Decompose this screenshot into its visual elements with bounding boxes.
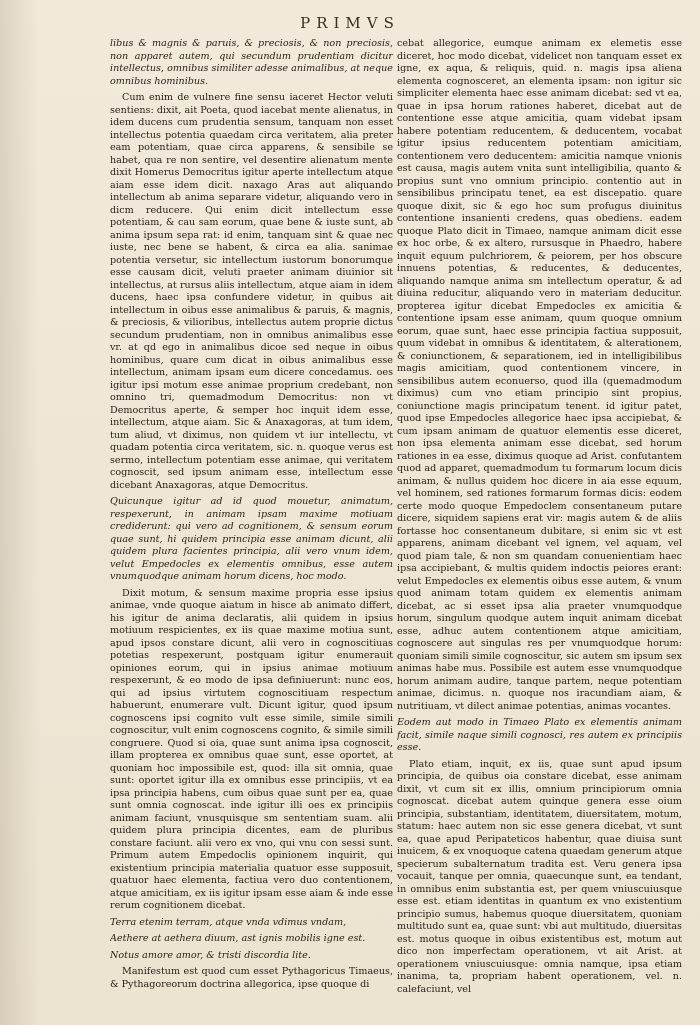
running-title: PRIMVS xyxy=(300,14,400,32)
verse-line: Aethere at aethera diuum, ast ignis mobilis igne est. xyxy=(110,933,366,944)
paragraph: libus & magnis & paruis, & preciosis, & non preciosis, non apparet autem, qui secundum prudentiam dicitur intellectus, omnibus similiter adesse animalibus, at neque omnibus hominibus. xyxy=(110,38,393,87)
left-column xyxy=(110,38,393,1018)
paragraph: Quicunque igitur ad id quod mouetur, animatum, respexerunt, in animam ipsam maxime motiuam crediderunt: qui vero ad cognitionem, & sensum eorum quae sunt, hi quidem principia esse animam dicunt, alii quidem plura facientes principia, alii vero vnum idem, velut Empedocles ex elementis omnibus, esse autem vnumquodque animam horum dicens, hoc modo. xyxy=(110,496,393,582)
paragraph: Cum enim de vulnere fine sensu iaceret Hector veluti sentiens: dixit, ait Poeta, quod iacebat mente alienatus, in idem ducens cum prudentia sensum, tanquam non esset intellectus potentia quaedam circa veritatem, alia preter eam potentiam, quae circa apparens, & sensibile se habet, qua re non sentire, vel desentire alienatum mente dixit Homerus Democritus igitur aperte intellectum atque aiam esse idem dicit. naxago Aras aut aliquando intellectum ab anima separare videtur, aliquando vero in dicm reducere. Qui enim dicit intellectum esse potentiam, & cau sam eorum, quae bene & iuste sunt, ab anima ipsum sepa rat: id enim, tanquam sint & quae nec iuste, nec bene se habent, & circa ea alia. sanimae potentia versetur, sic intellectum iustorum bonorumque esse causam dicit, veluti praeter animam diuinior sit intellectus, at rursus aliis intellectum, atque aiam in idem ducens, haec ipsa confundere videtur, in quibus ait intellectum in oibus esse animalibus & paruis, & magnis, & preciosis, & vilioribus, intellectus autem proprie dictus secundum prudentiam, non in omnibus animalibus esse vr. at qd ego in animalibus dicoe sed neque in oibus hominibus, quare cum dicat in oibus animalibus esse intellectum, animam ipsam eum dicere concedamus. oes igitur ipsi motum esse animae proprium credebant, non omnino tri, quemadmodum Democritus: non vt Democritus aperte, & semper hoc inquit idem esse, intellectum, atque aiam. Sic & Anaxagoras, at tum idem, tum aliud, vt diximus, non quidem vt iur intellectu, vt quadam potentia circa veritatem, sic. n. quoque verus est sermo, intellectum potentiam esse animae, qui veritatem cognoscit, sed ipsum animam esse, intellectum esse dicebant Anaxagoras, atque Democritus. xyxy=(110,92,393,491)
paragraph: Eodem aut modo in Timaeo Plato ex elementis animam facit, simile naque simili cognosci, res autem ex principiis esse. xyxy=(397,717,682,753)
paragraph: Dixit motum, & sensum maxime propria esse ipsius animae, vnde quoque aiatum in hisce ab animato differt, his igitur de anima declaratis, alii quidem in ipsius motiuum respicientes, ex iis quae maxime motiua sunt, apud ipsos constare dicunt, alii vero in cognoscitiuas potetias respexerunt, postquam igitur enumerauit opiniones eorum, qui in ipsius animae motiuum respexerunt, & eo modo de ipsa definiuerunt: nunc eos, qui ad ipsius virtutem cognoscitiuam respectum habuerunt, enumerare vult. Dicunt igitur, quod ipsum cognoscens ipsi cognito vult esse simile, simile simili cognoscitur, vult enim cognoscens cognito, & simile simili congruere. Quod si oia, quae sunt anima ipsa cognoscit, illam propterea ex omnibus quae sunt, esse oportet, at quoniam hoc impossibile est, quod: illa sit omnia, quae sunt: oportet igitur illa ex omnibus esse principiis, vt ea ipsa principia habens, cum oibus quae sunt per ea, quae sunt omnia cognoscat. inde igitur illi oes ex principiis animam faciunt, vnusquisque sm sententiam suam. alii quidem plura principia dicentes, eam de pluribus constare faciunt. alii vero ex vno, qui vnu con sessi sunt. Primum autem Empedoclis opinionem inquirit, qui existentium principia materialia quatuor esse supposuit, quatuor haec elementa, factiua vero duo contentionem, atque amicitiam, ex iis igitur ipsam esse aiam & inde esse rerum cognitionem dicebat. xyxy=(110,587,393,911)
paragraph: Plato etiam, inquit, ex iis, quae sunt apud ipsum principia, de quibus oia constare dicebat, esse animam dixit, vt cum sit ex illis, omnium principiorum omnia cognoscat. dicebat autem quinque genera esse oium principia, substantiam, identitatem, diuersitatem, motum, statum: haec autem non sic esse genera dicebat, vt sunt ea, quae apud Peripateticos habentur, quae diuisa sunt inuicem, & ex vnoquoque catena quaedam generum atque specierum subalternatum tradita est. Veru genera ipsa vocauit, tanque per omnia, quaecunque sunt, ea tendant, in omnibus enim substantia est, per quem vniuscuiusque esse est. etiam identitas in quantum ex vno existentium principio sumus, habemus quoque diuersitatem, quoniam multitudo sunt ea, quae sunt: vbi aut multitudo, diuersitas est. motus quoque in oibus existentibus est, motum aut dico non imperfectam operationem, vt ait Arist. at operationem vniuscuiusque: omnia namque, ipsa etiam inanima, ta, propriam habent operationem, vel. n. calefaciunt, vel xyxy=(397,758,682,995)
paragraph: cebat allegorice, eumque animam ex elemetis esse diceret, hoc modo dicebat, videlicet non tanquam esset ex igne, ex aqua, & reliquis, quid. n. magis ipsa aliena elementa cognosceret, an elementa ipsam: non igitur sic simpliciter elementa haec esse animam dicebat: sed vt ea, quae in ipsa horum rationes haberet, dicebat aut de contentione esse atque amicitia, quam videbat ipsam habere potentiam reducentem, & deducentem, vocabat igitur ipsius reducentem potentiam amicitiam, contentionem vero deducentem: amicitia namque vnionis est causa, magis autem vnita sunt intelligibilia, quanto & propius sunt vno omnium principio. contentio aut in sensibilibus principatu tenet, ea est discepatio. quare quoque dixit, sic & ego hoc sum profugus diuinitus contentione insanienti credens, quas obediens. eadem quoque Plato dicit in Timaeo, namque animam dicit esse ex hoc orbe, & ex altero, rursusque in Phaedro, habere inquit equum pulchriorem, & peiorem, per hos obscure innuens potentias, & reducentes, & deducentes, aliquando namque anima sm intellectum operatur, & ad diuina reducitur, aliquando vero in materiam deducitur. propterea igitur dicebat Empedocles ex amicitia & contentione ipsam esse animam, quum quoque omnium eorum, quae sunt, haec esse principia factiua supposuit, quum videbat in omnibus & identitatem, & alterationem, & coniunctionem, & separationem, ied in intelligibilibus magis amicitiam, quod contentionem vincere, in sensibilibus autem econuerso, quod illa (quemadmodum diximus) cum vno etiam principio sint propius, coniunctione magis principatum tenent. id igitur patet, quod ipse Empedocles allegorice haec ipsa accipiebat, & cum ipsam animam de quatuor elementis esse diceret, non ipsa elementa animam esse dicebat, sed horum rationes in ea esse, diximus quoque ad Arist. confutantem quod ad apparet, quemadmodum tu formarum locum dicis animam, & nullus quidem hoc dicere in aia esse equum, vel hominem, sed rationes formarum formas dicis: eodem certe modo quoque Empedoclem consentaneum putare dicere, siquidem sapiens erat vir: magis autem & de aliis fortasse hoc consentaneum dubitare, si enim sic vt est apparens, animam dicebant vel ignem, vel aquam, vel quod piam tale, & non sm quandam conuenientiam haec ipsa accipiebant, & multis quidem indoctis peiores erant: velut Empedocles ex elementis oibus esse autem, & vnum quod animam totam quidem ex elementis animam dicebat, ac si esset ipsa alia praeter vnumquodque horum, singulum quodque autem inquit animam dicebat esse, adhuc autem contentionem atque amicitiam, cognoscere aut singulas res per vnumquodque horum: quoniam simili simile cognoscitur, sic autem sm ipsum sex animas habe mus. Possibile est autem esse vnumquodque horum animam audire, tanque partem, neque potentiam animae, dicimus. n. quoque nos iracundiam aiam, & nutritiuam, vt dilect animae potentias, animas vocantes. xyxy=(397,38,682,712)
paragraph: Manifestum est quod cum esset Pythagoricus Timaeus, & Pythagoreorum doctrina allegorica, ipse quoque di xyxy=(110,966,393,990)
verse-line: Notus amore amor, & tristi discordia lite. xyxy=(110,949,311,961)
right-column xyxy=(397,38,682,1018)
verse-line: Terra etenim terram, atque vnda vdimus vndam, xyxy=(110,916,347,928)
text-columns xyxy=(0,38,700,1018)
